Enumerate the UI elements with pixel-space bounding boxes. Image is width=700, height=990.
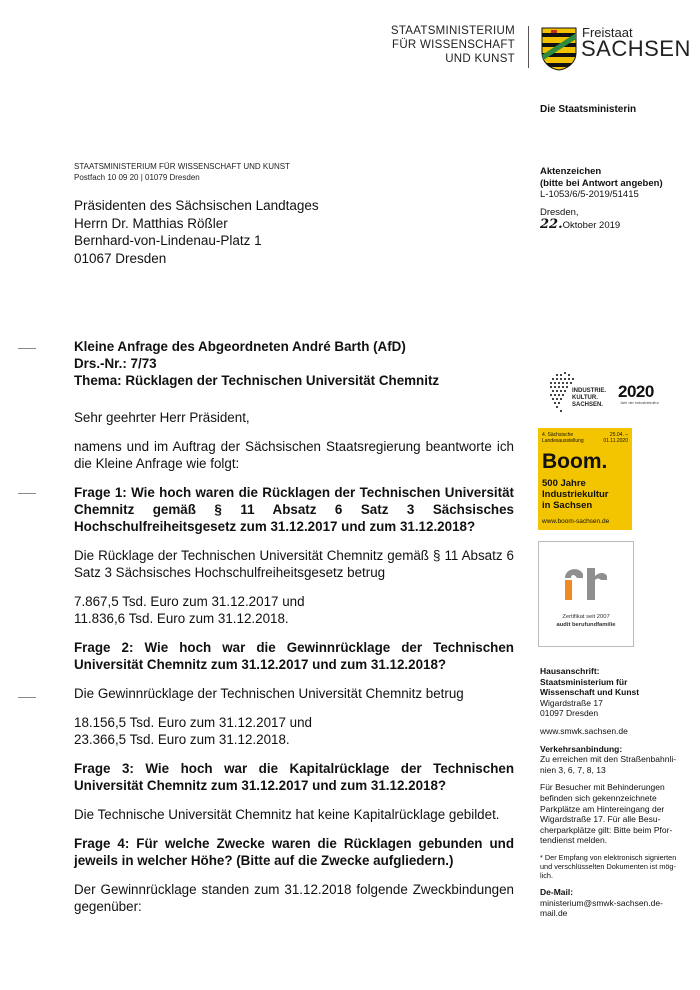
reference-label: Aktenzeichen <box>540 166 602 177</box>
address-city: 01097 Dresden <box>540 708 599 719</box>
ik-text-line: INDUSTRIE. <box>572 388 607 394</box>
brand-sachsen: SACHSEN <box>581 36 691 61</box>
ik-text-line: SACHSEN. <box>572 402 604 408</box>
question-2: Frage 2: Wie hoch war die Gewinnrücklage der Technischen Universität Chemnitz zum 31.12.2017 und zum 31.12.2018? <box>74 640 514 672</box>
note-line: und verschlüsselten Dokumenten ist mög- <box>540 861 676 871</box>
audit-line-1: Zertifikat seit 2007 <box>562 614 610 620</box>
transport-text: Zu erreichen mit den Straßenbahnli- <box>540 754 677 765</box>
boom-sub-line: 500 Jahre <box>542 478 586 489</box>
parking-line: Parkplätze am Hintereingang der <box>540 803 665 814</box>
recipient-line: Herrn Dr. Matthias Rößler <box>74 215 228 231</box>
address-name: Wissenschaft und Kunst <box>540 687 640 698</box>
audit-line-2: audit berufundfamilie <box>556 622 616 628</box>
boom-sub-line: in Sachsen <box>542 500 593 511</box>
ik-year: 2020 <box>618 382 654 401</box>
answer-3: Die Technische Universität Chemnitz hat keine Kapitalrücklage gebildet. <box>74 807 500 822</box>
date-line <box>540 219 620 232</box>
date-month-year: Oktober 2019 <box>562 220 621 231</box>
date-day-handwritten: 22. <box>540 217 563 232</box>
note-line: lich. <box>540 870 553 880</box>
sender-line: Postfach 10 09 20 | 01079 Dresden <box>74 172 200 182</box>
subject-line: Thema: Rücklagen der Technischen Universität Chemnitz <box>74 373 440 388</box>
answer-2: Die Gewinnrücklage der Technischen Universität Chemnitz betrug <box>74 686 464 701</box>
reference-number: L-1053/6/5-2019/51415 <box>540 189 639 200</box>
question-4: Frage 4: Für welche Zwecke waren die Rücklagen gebunden und jeweils in welcher Höhe? (Bitte auf die Zwecke aufgliedern.) <box>74 836 514 868</box>
audit-logo-icon <box>561 564 611 602</box>
contact-block <box>540 666 690 919</box>
fold-mark <box>18 493 36 494</box>
transport-text: nien 3, 6, 7, 8, 13 <box>540 764 606 775</box>
ministry-line-3: UND KUNST <box>445 53 515 65</box>
transport-label: Verkehrsanbindung: <box>540 743 623 754</box>
email-address: ministerium@smwk-sachsen.de-mail.de <box>540 897 663 919</box>
boom-sub-line: Industriekultur <box>542 489 609 500</box>
sender-address <box>74 162 290 183</box>
subject-line: Kleine Anfrage des Abgeordneten André Barth (AfD) <box>74 339 406 354</box>
boom-title: Boom. <box>542 450 608 473</box>
ik-text-line: KULTUR. <box>572 395 598 401</box>
boom-dates <box>603 432 628 444</box>
recipient-line: 01067 Dresden <box>74 250 167 266</box>
fold-mark <box>18 348 36 349</box>
address-label: Hausanschrift: <box>540 666 600 676</box>
parking-line: cherparkplätze gilt: Bitte beim Pfor- <box>540 824 673 835</box>
answer-2-value: 18.156,5 Tsd. Euro zum 31.12.2017 und <box>74 715 312 730</box>
parking-line: Wigardstraße 17. Für alle Besu- <box>540 814 661 825</box>
boom-date-start: 25.04. – <box>609 432 628 438</box>
salutation: Sehr geehrter Herr Präsident, <box>74 410 250 425</box>
note-line: * Der Empfang von elektronisch signierten <box>540 852 677 862</box>
boom-subtitle <box>542 478 609 511</box>
sender-line: STAATSMINISTERIUM FÜR WISSENSCHAFT UND KUNST <box>74 162 291 171</box>
reference-note: (bitte bei Antwort angeben) <box>540 177 663 189</box>
ministry-line-1: STAATSMINISTERIUM <box>390 25 515 37</box>
date-place: Dresden, <box>540 207 579 218</box>
subject-line: Drs.-Nr.: 7/73 <box>74 356 157 371</box>
letter-body <box>74 338 514 915</box>
website: www.smwk.sachsen.de <box>540 725 628 736</box>
industriekultur-logo <box>548 370 676 418</box>
address-name: Staatsministerium für <box>540 676 628 687</box>
date-block <box>540 207 620 232</box>
recipient-line: Bernhard-von-Lindenau-Platz 1 <box>74 233 262 248</box>
parking-line: befinden sich gekennzeichnete <box>540 792 657 803</box>
answer-1: Die Rücklage der Technischen Universität Chemnitz gemäß § 11 Absatz 6 Satz 3 Sächsisches Hochschulfreiheitsgesetz betrug <box>74 548 514 580</box>
brand-freistaat: Freistaat <box>582 25 633 40</box>
ministry-name <box>391 24 515 66</box>
question-3: Frage 3: Wie hoch war die Kapitalrücklage der Technischen Universität Chemnitz zum 31.12.2017 und zum 31.12.2018? <box>74 761 514 793</box>
header-divider <box>528 26 529 68</box>
fold-mark <box>18 697 36 698</box>
boom-date-end: 01.11.2020 <box>603 438 628 444</box>
answer-1-value: 7.867,5 Tsd. Euro zum 31.12.2017 und <box>74 594 305 609</box>
ik-tagline: Jahr der Industriekultur <box>620 401 659 405</box>
question-1: Frage 1: Wie hoch waren die Rücklagen der Technischen Universität Chemnitz gemäß § 11 Absatz 6 Satz 3 Sächsisches Hochschulfreiheitsgesetz zum 31.12.2017 und zum 31.12.2018? <box>74 485 514 534</box>
boom-top-left: 4. Sächsische Landesausstellung <box>542 432 584 444</box>
audit-certificate <box>538 541 634 647</box>
recipient-line: Präsidenten des Sächsischen Landtages <box>74 198 319 213</box>
answer-1-value: 11.836,6 Tsd. Euro zum 31.12.2018. <box>74 611 289 626</box>
ministry-line-2: FÜR WISSENSCHAFT <box>392 39 515 51</box>
answer-2-value: 23.366,5 Tsd. Euro zum 31.12.2018. <box>74 732 290 747</box>
email-label: De-Mail: <box>540 886 574 897</box>
parking-line: Für Besucher mit Behinderungen <box>540 782 665 793</box>
boom-url: www.boom-sachsen.de <box>542 518 610 525</box>
recipient-address <box>74 197 319 267</box>
boom-exhibition-ad <box>538 428 632 530</box>
parking-line: tendienst melden. <box>540 835 608 846</box>
intro-paragraph: namens und im Auftrag der Sächsischen Staatsregierung beantworte ich die Kleine Anfrage wie folgt: <box>74 439 514 471</box>
saxony-coat-of-arms-icon <box>541 27 577 71</box>
answer-4: Der Gewinnrücklage standen zum 31.12.2018 folgende Zweckbindungen gegenüber: <box>74 882 514 914</box>
address-street: Wigardstraße 17 <box>540 697 603 708</box>
reference-block <box>540 166 663 201</box>
signer-role: Die Staatsministerin <box>540 104 637 115</box>
